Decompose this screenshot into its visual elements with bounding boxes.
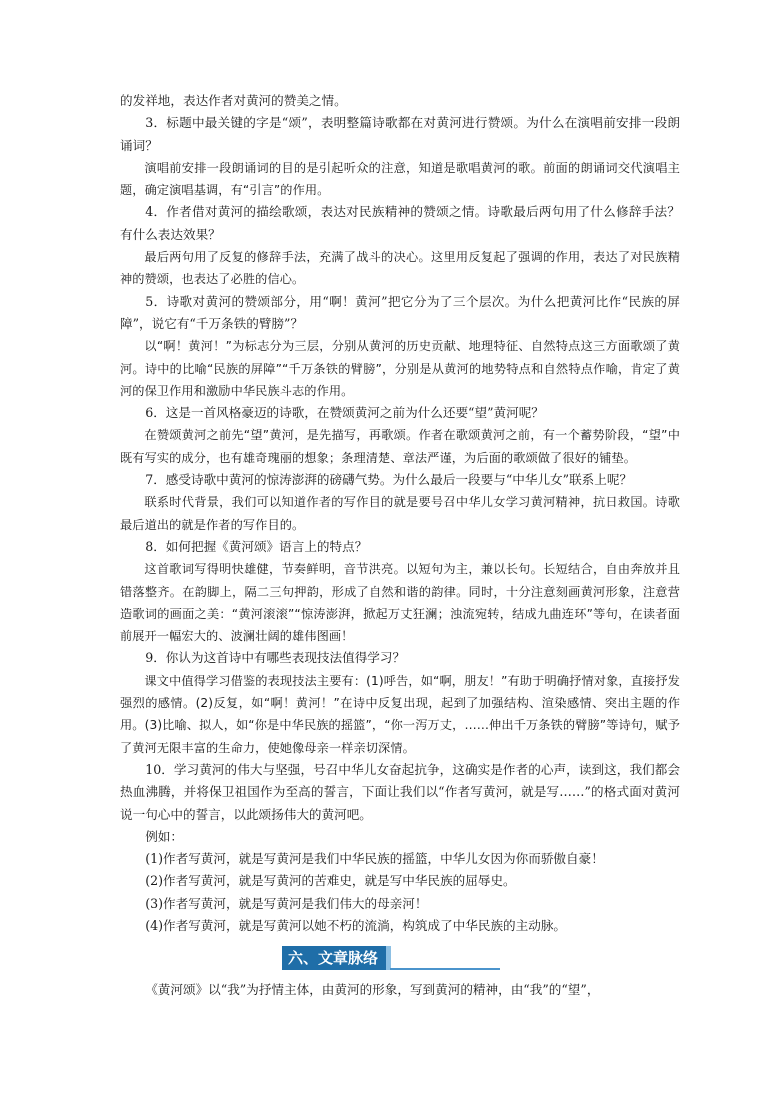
paragraph-continuation: 的发祥地，表达作者对黄河的赞美之情。	[120, 93, 347, 108]
answer-4: 最后两句用了反复的修辞手法，充满了战斗的决心。这里用反复起了强调的作用，表达了对民族精神的赞颂，也表达了必胜的信心。	[120, 250, 680, 287]
answer-5: 以“啊！黄河！”为标志分为三层，分别从黄河的历史贡献、地理特征、自然特点这三方面歌颂了黄河。诗中的比喻“民族的屏障”“千万条铁的臂膀”，分别是从黄河的地势特点和自然特点作喻，肯定了黄河的保卫作用和激励中华民族斗志的作用。	[120, 339, 680, 398]
section-heading-block	[120, 941, 680, 979]
content-body	[120, 90, 680, 1002]
example-item-1: (1)作者写黄河，就是写黄河是我们中华民族的摇篮，中华儿女因为你而骄傲自豪！	[145, 851, 604, 867]
question-5: 5．诗歌对黄河的赞颂部分，用“啊！黄河”把它分为了三个层次。为什么把黄河比作“民族的屏障”，说它有“千万条铁的臂膀”？	[120, 293, 680, 331]
question-6: 6．这是一首风格豪迈的诗歌，在赞颂黄河之前为什么还要“望”黄河呢？	[145, 405, 544, 421]
question-7: 7．感受诗歌中黄河的惊涛澎湃的磅礴气势。为什么最后一段要与“中华儿女”联系上呢？	[145, 472, 633, 488]
question-9: 9．你认为这首诗中有哪些表现技法值得学习？	[145, 650, 406, 666]
answer-3: 演唱前安排一段朗诵词的目的是引起听众的注意，知道是歌唱黄河的歌。前面的朗诵词交代演唱主题，确定演唱基调，有“引言”的作用。	[120, 160, 680, 198]
answer-6: 在赞颂黄河之前先“望”黄河，是先描写，再歌颂。作者在歌颂黄河之前，有一个蓄势阶段，“望”中既有写实的成分，也有雄奇瑰丽的想象；条理清楚、章法严谨，为后面的歌颂做了很好的铺垫。	[120, 428, 680, 465]
question-3: 3．标题中最关键的字是“颂”，表明整篇诗歌都在对黄河进行赞颂。为什么在演唱前安排一段朗诵词？	[120, 115, 680, 153]
answer-8: 这首歌词写得明快雄健，节奏鲜明，音节洪亮。以短句为主，兼以长句。长短结合，自由奔放并且错落整齐。在韵脚上，隔二三句押韵，形成了自然和谐的韵律。同时，十分注意刻画黄河形象，注意营造歌词的画面之美：“黄河滚滚”“惊涛澎湃，掀起万丈狂澜；浊流宛转，结成九曲连环”等句，在读者面前展开一幅宏大的、波澜壮阔的雄伟图画！	[120, 562, 680, 644]
question-10: 10．学习黄河的伟大与坚强，号召中华儿女奋起抗争，这确实是作者的心声，读到这，我们都会热血沸腾，并将保卫祖国作为至高的誓言，下面让我们以“作者写黄河，就是写……”的格式面对黄河说一句心中的誓言，以此颂扬伟大的黄河吧。	[120, 761, 680, 822]
example-label: 例如：	[145, 828, 183, 844]
section-title: 六、文章脉络	[282, 946, 391, 970]
question-4: 4．作者借对黄河的描绘歌颂，表达对民族精神的赞颂之情。诗歌最后两句用了什么修辞手法？有什么表达效果？	[120, 204, 680, 242]
example-item-2: (2)作者写黄河，就是写黄河的苦难史，就是写中华民族的屈辱史。	[145, 873, 516, 889]
section-underline	[390, 968, 500, 970]
answer-7: 联系时代背景，我们可以知道作者的写作目的就是要号召中华儿女学习黄河精神，抗日救国。诗歌最后道出的就是作者的写作目的。	[120, 495, 680, 532]
example-item-4: (4)作者写黄河，就是写黄河以她不朽的流淌，构筑成了中华民族的主动脉。	[145, 917, 567, 933]
question-8: 8．如何把握《黄河颂》语言上的特点？	[145, 538, 368, 554]
answer-9: 课文中值得学习借鉴的表现技法主要有：(1)呼告，如“啊，朋友！”有助于明确抒情对象，直接抒发强烈的感情。(2)反复，如“啊！黄河！”在诗中反复出现，起到了加强结构、渲染感情、突出主题的作用。(3)比喻、拟人，如“你是中华民族的摇篮”，“你一泻万丈，……伸出千万条铁的臂膀”等诗句，赋予了黄河无限丰富的生命力，使她像母亲一样亲切深情。	[120, 673, 680, 755]
final-paragraph: 《黄河颂》以“我”为抒情主体，由黄河的形象，写到黄河的精神，由“我”的“望”，	[145, 982, 600, 998]
example-item-3: (3)作者写黄河，就是写黄河是我们伟大的母亲河！	[145, 895, 428, 911]
